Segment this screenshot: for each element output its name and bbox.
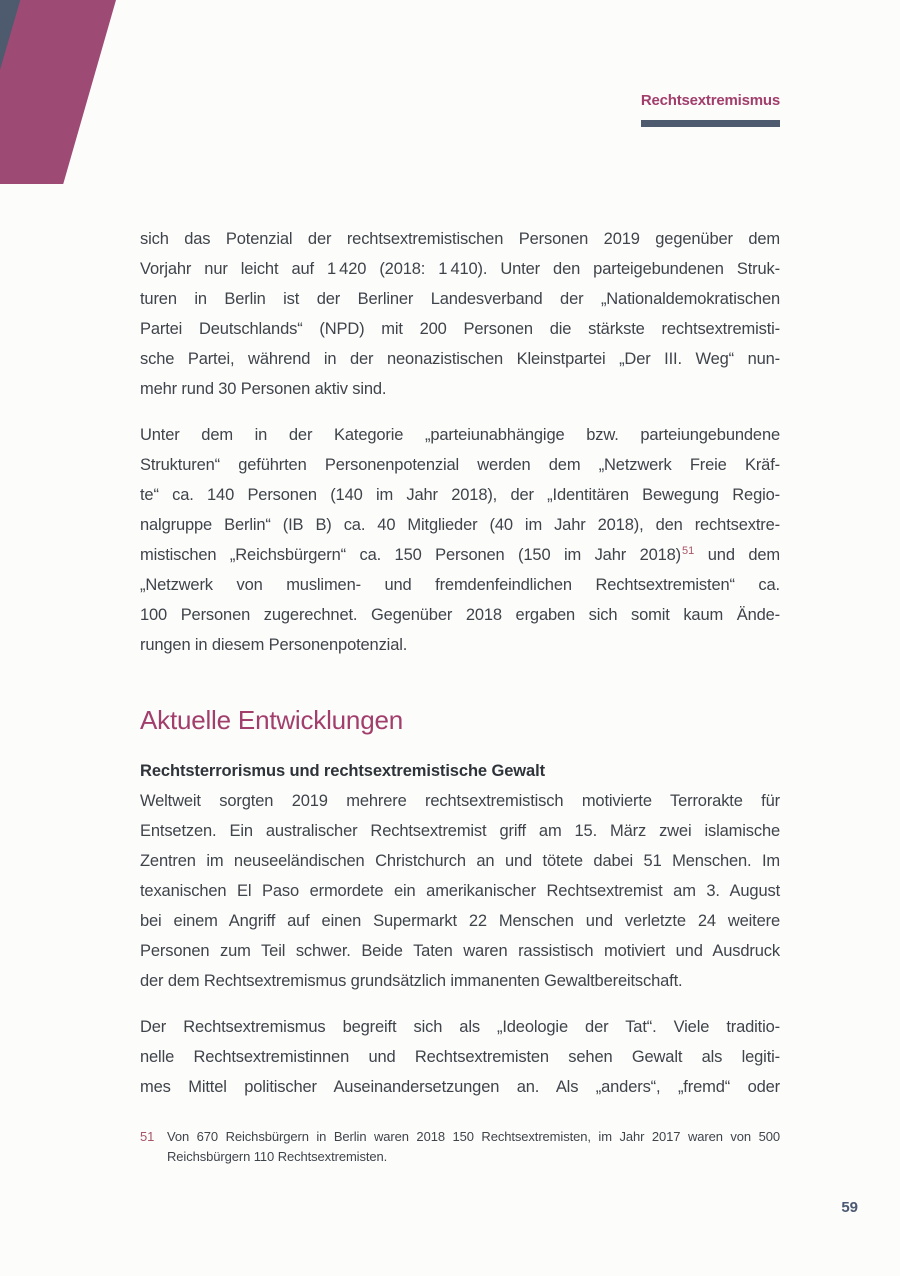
paragraph-strukturen: [140, 420, 780, 660]
footnote-line-2: [140, 1147, 780, 1167]
sub-heading: Rechtsterrorismus und rechtsextremistische Gewalt: [140, 762, 545, 780]
text-line: Weltweit sorgten 2019 mehrere rechtsextremistisch motivierte Terrorakte für: [140, 792, 780, 810]
text-line: mes Mittel politischer Auseinandersetzungen an. Als „anders“, „fremd“ oder: [140, 1078, 780, 1096]
text-line: sich das Potenzial der rechtsextremistischen Personen 2019 gegenüber dem: [140, 230, 780, 248]
running-header-title: Rechtsextremismus: [640, 92, 780, 109]
text-line: Zentren im neuseeländischen Christchurch an und tötete dabei 51 Menschen. Im: [140, 852, 780, 870]
text-line: nelle Rechtsextremistinnen und Rechtsextremisten sehen Gewalt als legiti-: [140, 1048, 780, 1066]
section-heading: Aktuelle Entwicklungen: [140, 705, 403, 735]
text-line: Strukturen“ geführten Personenpotenzial werden dem „Netzwerk Freie Kräf-: [140, 456, 780, 474]
text-line: texanischen El Paso ermordete ein amerikanischer Rechtsextremist am 3. August: [140, 882, 780, 900]
text-line: Entsetzen. Ein australischer Rechtsextremist griff am 15. März zwei islamische: [140, 822, 780, 840]
page-number: 59: [841, 1199, 858, 1216]
corner-decoration-magenta-band: [0, 0, 116, 184]
text-line: Vorjahr nur leicht auf 1 420 (2018: 1 410). Unter den parteigebundenen Struk-: [140, 260, 780, 278]
footnote-text: Von 670 Reichsbürgern in Berlin waren 2018 150 Rechtsextremisten, im Jahr 2017 waren von 500: [167, 1129, 780, 1144]
footnote: [140, 1127, 780, 1167]
text-line: Der Rechtsextremismus begreift sich als „Ideologie der Tat“. Viele traditio-: [140, 1018, 780, 1036]
text-line: sche Partei, während in der neonazistischen Kleinstpartei „Der III. Weg“ nun-: [140, 350, 780, 368]
paragraph-ideologie: [140, 1012, 780, 1102]
footnote-number: 51: [140, 1129, 155, 1144]
paragraph-terrorakte: [140, 786, 780, 996]
running-header: [641, 92, 780, 127]
text-line: mistischen „Reichsbürgern“ ca. 150 Personen (150 im Jahr 2018)$^{51}$ und dem: [140, 544, 780, 564]
footnote-line-1: [140, 1127, 780, 1147]
text-line: „Netzwerk von muslimen- und fremdenfeindlichen Rechtsextremisten“ ca.: [140, 576, 780, 594]
text-line: te“ ca. 140 Personen (140 im Jahr 2018), der „Identitären Bewegung Regio-: [140, 486, 780, 504]
text-line: nalgruppe Berlin“ (IB B) ca. 40 Mitglieder (40 im Jahr 2018), den rechtsextre-: [140, 516, 780, 534]
text-line: der dem Rechtsextremismus grundsätzlich immanenten Gewaltbereitschaft.: [140, 972, 683, 990]
text-line: rungen in diesem Personenpotenzial.: [140, 636, 408, 654]
text-line: Personen zum Teil schwer. Beide Taten waren rassistisch motiviert und Ausdruck: [140, 942, 780, 960]
text-line: 100 Personen zugerechnet. Gegenüber 2018 ergaben sich somit kaum Ände-: [140, 606, 780, 624]
text-line: bei einem Angriff auf einen Supermarkt 22 Menschen und verletzte 24 weitere: [140, 912, 780, 930]
text-line: turen in Berlin ist der Berliner Landesverband der „Nationaldemokratischen: [140, 290, 780, 308]
running-header-rule: [641, 120, 780, 127]
footnote-reference: 51: [682, 544, 695, 557]
footnote-text: Reichsbürgern 110 Rechtsextremisten.: [167, 1149, 388, 1164]
paragraph-potenzial: [140, 224, 780, 404]
text-line: mehr rund 30 Personen aktiv sind.: [140, 380, 387, 398]
text-line: Unter dem in der Kategorie „parteiunabhängige bzw. parteiungebundene: [140, 426, 780, 444]
footnote-indent: [140, 1147, 167, 1167]
text-line: Partei Deutschlands“ (NPD) mit 200 Personen die stärkste rechtsextremisti-: [140, 320, 780, 338]
page-content: [140, 224, 780, 1102]
